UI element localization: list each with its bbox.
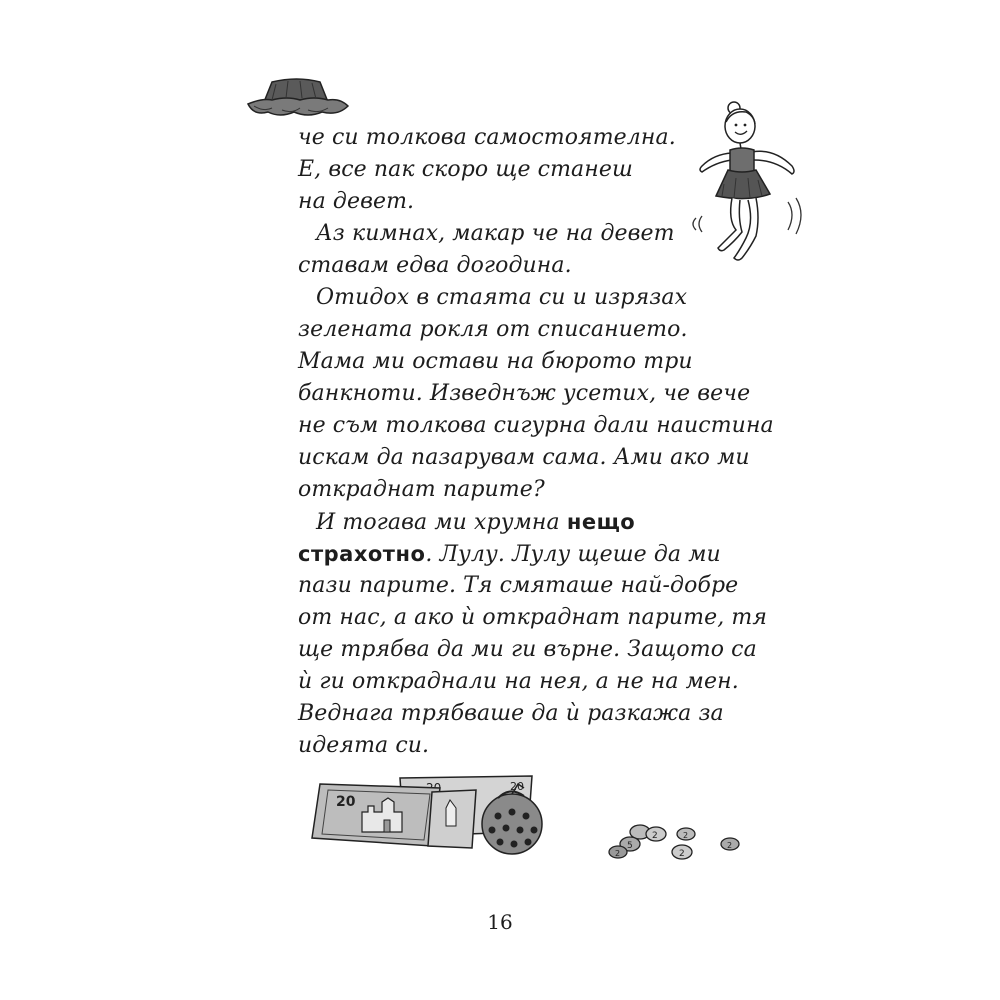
text-run: ще трябва да ми ги върне. Защото са	[298, 637, 757, 662]
text-run: от нас, а ако ѝ откраднат парите, тя	[298, 605, 768, 630]
text-line	[298, 474, 778, 506]
coin-value-label: 2	[679, 849, 685, 859]
coin-value-label: 2	[652, 831, 658, 841]
text-line	[298, 506, 778, 538]
text-run: Мама ми остави на бюрото три	[298, 349, 693, 374]
page-number: 16	[487, 910, 513, 934]
text-run: И тогава ми хрумна	[316, 510, 567, 535]
text-line	[298, 570, 778, 602]
text-line	[298, 282, 778, 314]
text-run: пази парите. Тя смяташе най-добре	[298, 573, 739, 598]
text-line	[298, 602, 778, 634]
banknotes-illustration	[300, 768, 560, 868]
text-line	[298, 634, 778, 666]
coin-value-label: 2	[683, 831, 689, 840]
text-line	[298, 442, 778, 474]
text-line	[298, 314, 778, 346]
text-run: че си толкова самостоятелна.	[298, 125, 676, 150]
text-line	[298, 218, 778, 250]
coin-value-label: 2	[615, 849, 621, 858]
text-line	[298, 250, 778, 282]
coin-value-label: 2	[727, 841, 733, 850]
text-run: идеята си.	[298, 733, 430, 758]
text-line	[298, 154, 778, 186]
coins-illustration	[600, 818, 750, 868]
banknote-value-label: 20	[336, 794, 356, 810]
text-run: не съм толкова сигурна дали наистина	[298, 413, 774, 438]
banknote-value-label: 20	[510, 780, 524, 793]
text-run: . Лулу. Лулу щеше да ми	[425, 542, 721, 567]
text-line	[298, 666, 778, 698]
coin-value-label: 5	[627, 841, 633, 851]
text-run: Веднага трябваше да ѝ разкажа за	[298, 701, 724, 726]
text-line	[298, 698, 778, 730]
text-line	[298, 538, 778, 570]
text-line	[298, 186, 778, 218]
text-run: Е, все пак скоро ще станеш	[298, 157, 633, 182]
text-run: на девет.	[298, 189, 415, 214]
emphasized-text: страхотно	[298, 542, 426, 566]
text-run: Аз кимнах, макар че на девет	[316, 221, 675, 246]
text-line	[298, 346, 778, 378]
text-line	[298, 730, 778, 762]
text-run: банкноти. Изведнъж усетих, че вече	[298, 381, 751, 406]
body-text	[298, 122, 778, 762]
banknote-front	[312, 784, 440, 846]
emphasized-text: нещо	[566, 510, 636, 534]
text-run: откраднат парите?	[298, 477, 545, 502]
text-run: Отидох в стаята си и изрязах	[316, 285, 688, 310]
text-run: ѝ ги откраднали на нея, а не на мен.	[298, 669, 739, 694]
text-line	[298, 378, 778, 410]
text-line	[298, 122, 778, 154]
text-line	[298, 410, 778, 442]
text-run: зелената рокля от списанието.	[298, 317, 688, 342]
skirt-illustration	[242, 72, 352, 122]
text-run: искам да пазарувам сама. Ами ако ми	[298, 445, 750, 470]
text-run: ставам едва догодина.	[298, 253, 572, 278]
